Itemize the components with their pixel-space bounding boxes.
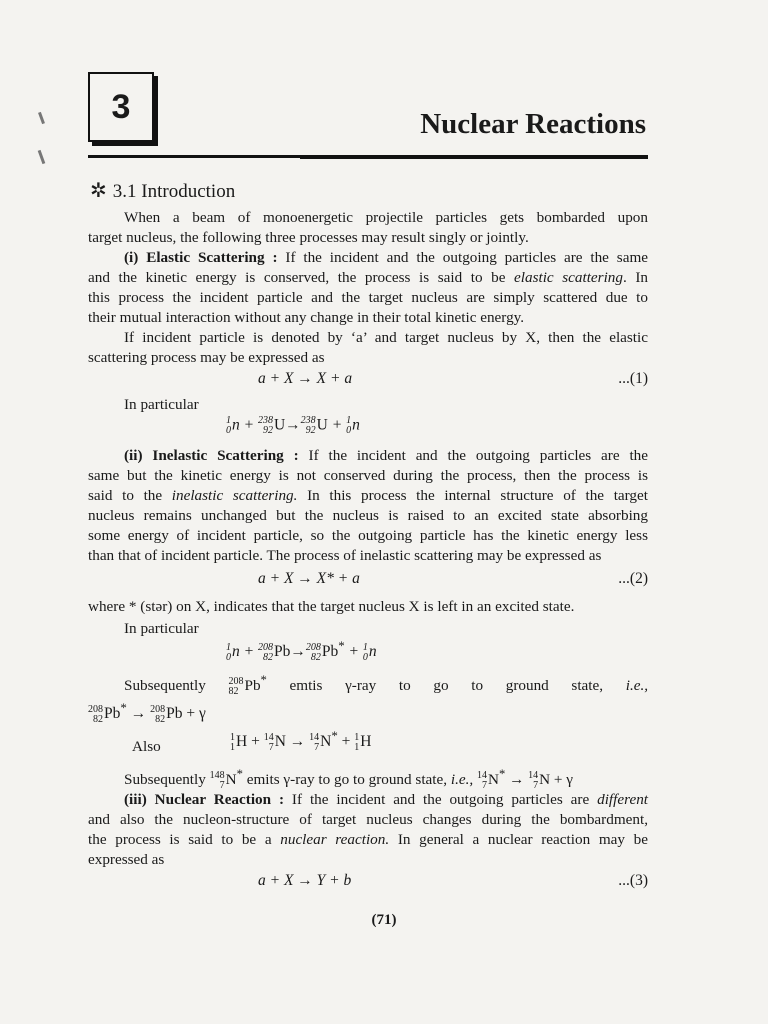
isotope: 208 82 (228, 675, 244, 697)
section-heading (90, 178, 235, 203)
paragraph-line: than that of incident particle. The process of inelastic scattering may be expressed as (88, 547, 602, 564)
text: Subsequently (124, 771, 206, 789)
equation-number: ...(3) (618, 872, 648, 889)
text: In general a nuclear reaction may be (389, 831, 648, 848)
margin-tick (38, 150, 46, 164)
text: . In (622, 269, 649, 286)
paragraph-line (88, 268, 648, 288)
term: different (597, 791, 649, 808)
text: γ-ray (345, 677, 377, 695)
paragraph-line (88, 830, 648, 850)
text: said to the (88, 487, 172, 504)
text: ground (505, 677, 549, 695)
reaction-2: 1 0 n + 208 82 Pb→ 208 82 Pb* + 1 0 n (226, 638, 377, 663)
reaction-3: 208 82 Pb* → 208 82 Pb + γ (88, 700, 206, 725)
paragraph-line: and also the nucleon-structure of target nucleus changes during the bombardment, (88, 811, 648, 828)
also-label: Also (132, 738, 161, 755)
paragraph-line: target nucleus, the following three processes may result singly or jointly. (88, 229, 529, 246)
paragraph-line: same but the kinetic energy is not conserved during the process, then the process is (88, 467, 648, 484)
elastic-label: (i) Elastic Scattering : (124, 249, 278, 266)
paragraph-line (124, 446, 648, 466)
inelastic-label: (ii) Inelastic Scattering : (124, 447, 299, 464)
paragraph-line: When a beam of monoenergetic projectile particles gets bombarded upon (124, 209, 648, 226)
section-title: 3.1 Introduction (112, 181, 236, 202)
paragraph-line: If incident particle is denoted by ‘a’ and target nucleus by X, then the elastic (124, 329, 648, 346)
equation-2: a + X → X* + a (258, 570, 360, 587)
text: i.e., (450, 771, 474, 789)
paragraph-line (124, 248, 648, 268)
section-star-icon: ✲ (90, 180, 107, 202)
nuclear-label: (iii) Nuclear Reaction : (124, 791, 285, 808)
term: nuclear reaction. (280, 831, 390, 848)
paragraph-line: their mutual interaction without any change in their total kinetic energy. (88, 309, 525, 326)
title-rule-thick (300, 155, 648, 159)
paragraph-line: this process the incident particle and the target nucleus are simply scattered due to (88, 289, 648, 306)
text: emtis (289, 677, 323, 695)
paragraph-line: expressed as (88, 851, 165, 868)
paragraph-line: scattering process may be expressed as (88, 349, 325, 366)
paragraph-line (124, 790, 648, 810)
subsequently-line: Subsequently 148 7 N* emits γ-ray to go to ground state, i.e., 14 7 N* → 14 7 N + γ (124, 767, 573, 791)
text: to (471, 677, 484, 695)
page-number: (71) (371, 912, 397, 928)
paragraph-line (88, 486, 648, 506)
text: emits γ-ray to go to ground state, (246, 771, 451, 789)
reaction-4: 1 1 H + 14 7 N → 14 7 N* + 1 1 H (230, 728, 372, 753)
text: If the incident and the outgoing particles are the same (277, 249, 648, 266)
chapter-number-box (88, 72, 154, 142)
text: i.e., (625, 677, 649, 695)
in-particular-label: In particular (124, 620, 199, 637)
text: the process is said to be a (88, 831, 281, 848)
term: elastic scattering (514, 269, 623, 286)
text: and the kinetic energy is conserved, the process is said to be (88, 269, 515, 286)
paragraph-line: where * (stər) on X, indicates that the target nucleus X is left in an excited state. (88, 598, 575, 615)
text: Subsequently (124, 677, 206, 695)
text: If the incident and the outgoing particles are the (298, 447, 648, 464)
paragraph-line: nucleus remains unchanged but the nucleus is raised to an excited state absorbing (88, 507, 648, 524)
text: In this process the internal structure of the target (297, 487, 648, 504)
text: go (433, 677, 449, 695)
term: inelastic scattering. (171, 487, 298, 504)
in-particular-label: In particular (124, 396, 199, 413)
equation-number: ...(2) (618, 570, 648, 587)
chapter-number: 3 (111, 87, 131, 126)
chapter-title: Nuclear Reactions (420, 108, 646, 140)
equation-3: a + X → Y + b (258, 872, 352, 889)
subsequently-line: Subsequently 208 82 Pb* emtis γ-ray to go to ground state, i.e., (124, 673, 649, 697)
margin-tick (38, 112, 45, 124)
text: state, (571, 677, 604, 695)
reaction-1: 1 0 n + 238 92 U→ 238 92 U + 1 0 n (226, 415, 360, 436)
paragraph-line: some energy of incident particle, so the outgoing particle has the kinetic energy less (88, 527, 648, 544)
text: to (398, 677, 411, 695)
equation-1: a + X → X + a (258, 370, 353, 387)
equation-number: ...(1) (618, 370, 648, 387)
text: If the incident and the outgoing particles are (284, 791, 598, 808)
